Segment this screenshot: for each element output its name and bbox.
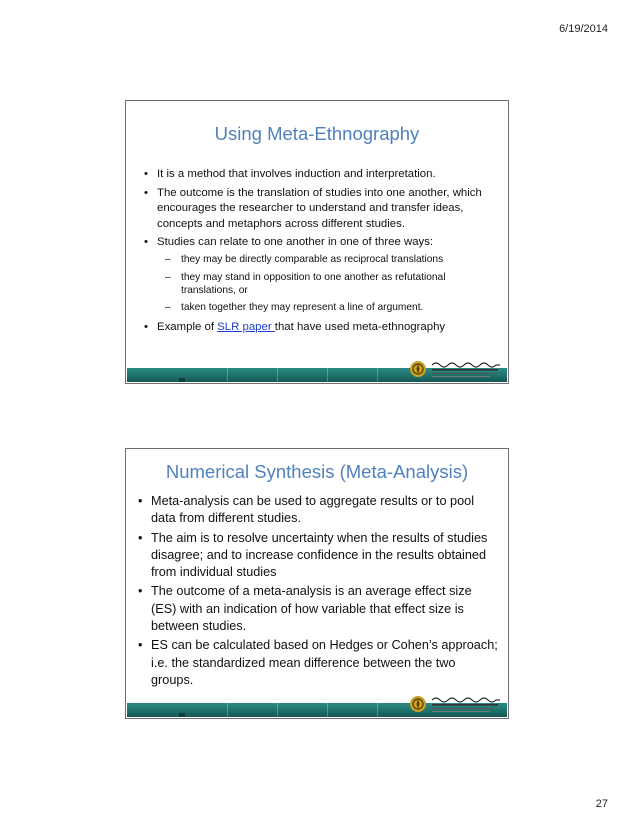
emblem-icon (409, 695, 427, 713)
slr-paper-link[interactable]: SLR paper (217, 321, 275, 334)
university-name-script-icon (430, 359, 502, 379)
sub-bullet-item: – they may stand in opposition to one another as refutational translations, or (157, 272, 500, 298)
bullet-item: • The outcome of a meta-analysis is an average effect size (ES) with an indication of how variable that effect size is between studies. (138, 583, 500, 635)
university-logo (409, 693, 504, 715)
slide-meta-ethnography (125, 100, 509, 384)
bullet-text: Example of (157, 321, 218, 334)
bullet-item: • ES can be calculated based on Hedges or Cohen’s approach; i.e. the standardized mean difference between the two groups. (138, 637, 500, 689)
sub-bullet-item: – they may be directly comparable as reciprocal translations (157, 254, 500, 267)
page-number: 27 (595, 798, 608, 810)
bullet-text: Studies can relate to one another in one of three ways: (157, 236, 434, 249)
bullet-list (138, 493, 500, 691)
university-logo (409, 358, 504, 380)
bullet-item: • The outcome is the translation of studies into one another, which encourages the researcher to understand and transfer ideas, concepts and metaphors across different studies. (144, 186, 500, 233)
slide-title: Numerical Synthesis (Meta-Analysis) (165, 461, 469, 482)
bullet-item: • It is a method that involves induction and interpretation. (144, 167, 500, 183)
bullet-text: that have used meta-ethnography (274, 321, 446, 334)
sub-bullet-list (157, 254, 500, 315)
page-date: 6/19/2014 (559, 23, 608, 35)
slide-meta-analysis (125, 448, 509, 719)
bullet-item (144, 235, 500, 315)
slide-title: Using Meta-Ethnography (214, 123, 420, 144)
bullet-item (144, 320, 500, 336)
bullet-item: • Meta-analysis can be used to aggregate results or to pool data from different studies. (138, 493, 500, 528)
emblem-icon (409, 360, 427, 378)
bullet-item: • The aim is to resolve uncertainty when the results of studies disagree; and to increase confidence in the results obtained from individual studies (138, 530, 500, 582)
university-name-script-icon (430, 694, 502, 714)
sub-bullet-item: – taken together they may represent a line of argument. (157, 302, 500, 315)
bullet-list (144, 167, 500, 339)
